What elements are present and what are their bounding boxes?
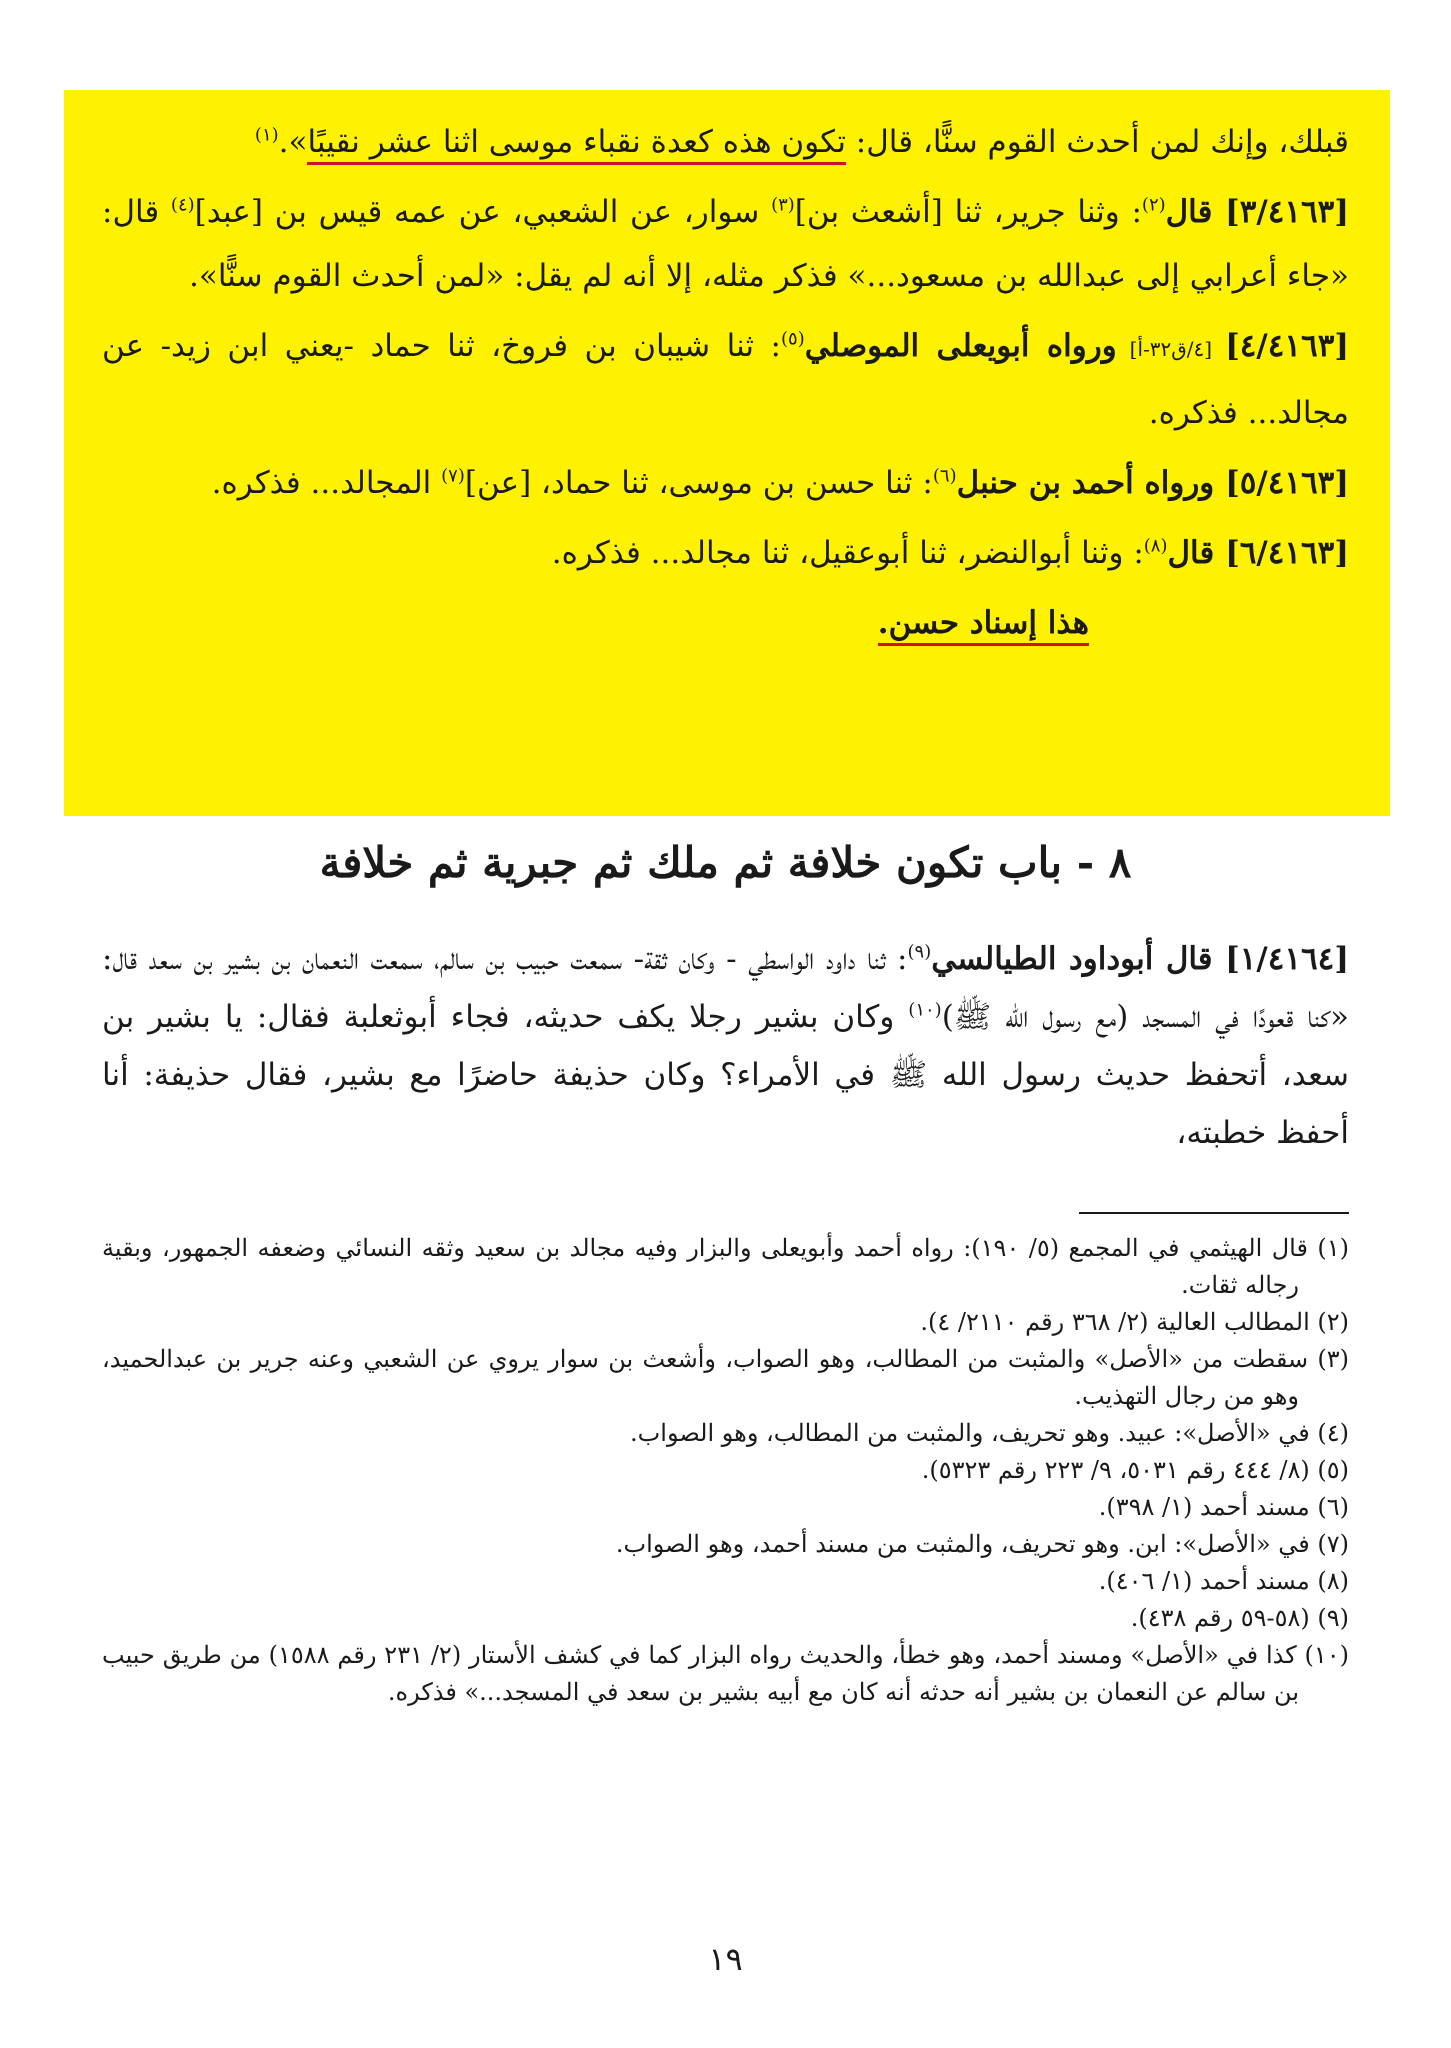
isnad-verdict: هذا إسناد حسن. xyxy=(878,605,1089,646)
footnote: (٦) مسند أحمد (١/ ٣٩٨). xyxy=(1098,1493,1349,1521)
footnote-marker: (٥) xyxy=(780,328,805,350)
footnote: (٧) في «الأصل»: ابن. وهو تحريف، والمثبت من مسند أحمد، وهو الصواب. xyxy=(615,1530,1349,1558)
footnote-marker: (٩) xyxy=(907,941,932,963)
paragraph-3: [٤/٤١٦٣] [٤/ق٣٢-أ] ورواه أبويعلى الموصلي$^{(٥)}$: ثنا شيبان بن فروخ، ثنا حماد -يعني ابن زيد- عن مجالد... فذكره. xyxy=(102,328,1350,431)
footnote-marker: (٨) xyxy=(1143,535,1168,557)
footnote-marker: (٧) xyxy=(441,465,465,487)
footnote: (٣) سقطت من «الأصل» والمثبت من المطالب، وهو الصواب، وأشعث بن سوار يروي عن الشعبي وعنه جرير بن عبدالحميد، وهو من رجال التهذيب. xyxy=(102,1345,1349,1410)
footnote: (٢) المطالب العالية (٢/ ٣٦٨ رقم ٢١١٠/ ٤). xyxy=(920,1308,1349,1336)
hadith-reference: [٥/٤١٦٣] ورواه أحمد بن حنبل xyxy=(956,465,1349,501)
footnote: (٩) (٥٨-٥٩ رقم ٤٣٨). xyxy=(1130,1604,1349,1632)
footnote-divider xyxy=(1079,1212,1349,1214)
hadith-reference: [٣/٤١٦٣] قال xyxy=(1165,194,1349,230)
footnote-marker: (١٠) xyxy=(908,999,942,1021)
footnote-marker: (١) xyxy=(254,124,279,146)
footnote-marker: (٦) xyxy=(932,465,957,487)
paragraph-1: قبلك، وإنك لمن أحدث القوم سنًّا، قال: تكون هذه كعدة نقباء موسى اثنا عشر نقيبًا».$^{(١)}$ xyxy=(102,110,1349,174)
paragraph-5: [٦/٤١٦٣] قال$^{(٨)}$: وثنا أبوالنضر، ثنا أبوعقيل، ثنا مجالد... فذكره. xyxy=(551,535,1349,571)
footnote: (١) قال الهيثمي في المجمع (٥/ ١٩٠): رواه أحمد وأبويعلى والبزار وفيه مجالد بن سعيد وثقه النسائي وضعفه الجمهور، وبقية رجاله ثقات. xyxy=(102,1234,1349,1299)
footnote: (٤) في «الأصل»: عبيد. وهو تحريف، والمثبت من المطالب، وهو الصواب. xyxy=(630,1419,1349,1447)
narrator-name: ورواه أبويعلى الموصلي xyxy=(804,328,1117,364)
footnote: (١٠) كذا في «الأصل» ومسند أحمد، وهو خطأ، والحديث رواه البزار كما في كشف الأستار (٢/ ٢٣١ رقم ١٥٨٨) من طريق حبيب بن سالم عن النعمان بن بشير أنه حدثه أنه كان مع أبيه بشير بن سعد في المسجد...» فذكره. xyxy=(102,1641,1350,1706)
paragraph-body: [١/٤١٦٤] قال أبوداود الطيالسي$^{(٩)}$: ثنا داود الواسطي - وكان ثقة- سمعت حبيب بن سالم، سمعت النعمان بن بشير بن سعد قال: «كنا قعودًا في المسجد (مع رسول الله ﷺ)$^{(١٠)}$ وكان بشير رجلا يكف حديثه، فجاء أبوثعلبة فقال: يا بشير بن سعد، أتحفظ حديث رسول الله ﷺ في الأمراء؟ وكان حذيفة حاضرًا مع بشير، فقال حذيفة: أنا أحفظ خطبته، xyxy=(102,941,1350,1151)
footnote-marker: (٢) xyxy=(1141,194,1166,216)
paragraph-4: [٥/٤١٦٣] ورواه أحمد بن حنبل$^{(٦)}$: ثنا حسن بن موسى، ثنا حماد، [عن]$^{(٧)}$ المجالد... فذكره. xyxy=(211,465,1349,501)
footnote-marker: (٣) xyxy=(771,194,795,216)
chapter-title: ٨ - باب تكون خلافة ثم ملك ثم جبرية ثم خلافة xyxy=(319,838,1132,887)
page-number: ١٩ xyxy=(708,1940,743,1978)
hadith-reference: [١/٤١٦٤] قال أبوداود الطيالسي xyxy=(931,941,1349,977)
hadith-reference: [٤/٤١٦٣] xyxy=(1225,328,1350,364)
paragraph-2: [٣/٤١٦٣] قال$^{(٢)}$: وثنا جرير، ثنا [أشعث بن]$^{(٣)}$ سوار، عن الشعبي، عن عمه قيس بن [عبد]$^{(٤)}$ قال: «جاء أعرابي إلى عبدالله بن مسعود...» فذكر مثله، إلا أنه لم يقل: «لمن أحدث القوم سنًّا». xyxy=(102,194,1349,294)
hadith-reference: [٦/٤١٦٣] قال xyxy=(1167,535,1349,571)
footnote: (٥) (٨/ ٤٤٤ رقم ٥٠٣١، ٩/ ٢٢٣ رقم ٥٣٢٣). xyxy=(921,1456,1349,1484)
verdict-line xyxy=(102,591,1349,655)
highlighted-text xyxy=(102,110,1349,661)
manuscript-marker: [٤/ق٣٢-أ] xyxy=(1116,337,1226,361)
footnotes xyxy=(102,1230,1349,1711)
underlined-phrase: تكون هذه كعدة نقباء موسى اثنا عشر نقيبًا xyxy=(307,124,845,165)
body-text xyxy=(102,930,1349,1162)
footnote-marker: (٤) xyxy=(170,194,195,216)
footnote: (٨) مسند أحمد (١/ ٤٠٦). xyxy=(1098,1567,1349,1595)
